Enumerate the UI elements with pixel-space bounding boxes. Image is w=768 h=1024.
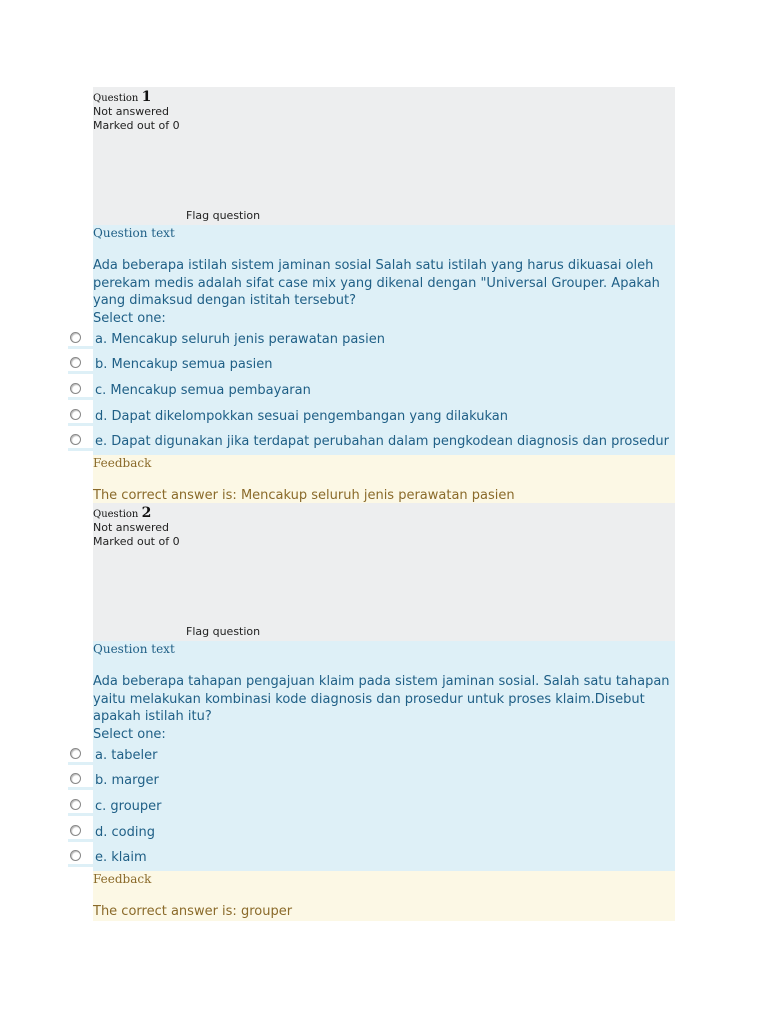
question-content	[93, 641, 675, 871]
question-text: Ada beberapa tahapan pengajuan klaim pada sistem jaminan sosial. Salah satu tahapan yaitu melakukan kombinasi kode diagnosis dan prosedur untuk proses klaim.Disebut apakah istilah itu?	[93, 674, 670, 724]
question-text-heading: Question text	[93, 642, 175, 656]
answer-option-a[interactable]	[93, 743, 675, 769]
question-number-label: Question	[93, 509, 139, 520]
radio-underline	[68, 787, 94, 790]
question-number-value: 2	[141, 505, 152, 521]
radio-button[interactable]	[70, 332, 81, 343]
radio-underline	[68, 346, 94, 349]
answer-option-e[interactable]	[93, 429, 675, 455]
question-number	[93, 90, 151, 106]
question-2	[93, 503, 675, 921]
radio-button[interactable]	[70, 434, 81, 445]
answer-label: c. grouper	[95, 798, 162, 814]
answer-label: d. coding	[95, 824, 155, 840]
answer-label: a. tabeler	[95, 747, 158, 763]
answer-label: b. Mencakup semua pasien	[95, 357, 273, 373]
feedback-box	[93, 455, 675, 505]
radio-button[interactable]	[70, 799, 81, 810]
question-info	[93, 503, 675, 641]
radio-underline	[68, 371, 94, 374]
answer-label: b. marger	[95, 773, 159, 789]
flag-question-link[interactable]: Flag question	[186, 625, 261, 638]
answer-list	[93, 327, 675, 455]
answer-option-e[interactable]	[93, 845, 675, 871]
question-1	[93, 87, 675, 505]
question-grade: Marked out of 0	[93, 119, 180, 132]
radio-button[interactable]	[70, 409, 81, 420]
question-number-value: 1	[141, 89, 152, 105]
answer-option-b[interactable]	[93, 768, 675, 794]
radio-underline	[68, 762, 94, 765]
answer-list	[93, 743, 675, 871]
answer-option-d[interactable]	[93, 820, 675, 846]
radio-underline	[68, 813, 94, 816]
answer-label: e. klaim	[95, 850, 147, 866]
answer-label: a. Mencakup seluruh jenis perawatan pasien	[95, 331, 385, 347]
answer-label: e. Dapat digunakan jika terdapat perubahan dalam pengkodean diagnosis dan prosedur	[95, 434, 669, 450]
answer-option-c[interactable]	[93, 378, 675, 404]
answer-option-d[interactable]	[93, 404, 675, 430]
feedback-box	[93, 871, 675, 921]
radio-underline	[68, 448, 94, 451]
radio-button[interactable]	[70, 357, 81, 368]
correct-answer-text: The correct answer is: grouper	[93, 903, 293, 919]
question-state: Not answered	[93, 521, 170, 534]
radio-button[interactable]	[70, 850, 81, 861]
feedback-heading: Feedback	[93, 871, 152, 886]
radio-button[interactable]	[70, 773, 81, 784]
question-content	[93, 225, 675, 455]
question-number	[93, 506, 151, 522]
answer-label: c. Mencakup semua pembayaran	[95, 382, 311, 398]
select-one-prompt: Select one:	[93, 310, 166, 326]
correct-answer-text: The correct answer is: Mencakup seluruh jenis perawatan pasien	[93, 487, 515, 503]
answer-label: d. Dapat dikelompokkan sesuai pengembangan yang dilakukan	[95, 408, 509, 424]
radio-underline	[68, 864, 94, 867]
question-info	[93, 87, 675, 225]
radio-underline	[68, 397, 94, 400]
radio-button[interactable]	[70, 825, 81, 836]
radio-underline	[68, 423, 94, 426]
feedback-heading: Feedback	[93, 455, 152, 470]
question-grade: Marked out of 0	[93, 535, 180, 548]
question-text-heading: Question text	[93, 226, 175, 240]
question-text: Ada beberapa istilah sistem jaminan sosial Salah satu istilah yang harus dikuasai oleh perekam medis adalah sifat case mix yang dikenal dengan "Universal Grouper. Apakah yang dimaksud dengan istitah tersebut?	[93, 258, 660, 308]
question-number-label: Question	[93, 93, 139, 104]
select-one-prompt: Select one:	[93, 726, 166, 742]
answer-option-b[interactable]	[93, 352, 675, 378]
radio-button[interactable]	[70, 383, 81, 394]
radio-button[interactable]	[70, 748, 81, 759]
answer-option-a[interactable]	[93, 327, 675, 353]
flag-question-link[interactable]: Flag question	[186, 209, 261, 222]
answer-option-c[interactable]	[93, 794, 675, 820]
question-state: Not answered	[93, 105, 170, 118]
radio-underline	[68, 839, 94, 842]
